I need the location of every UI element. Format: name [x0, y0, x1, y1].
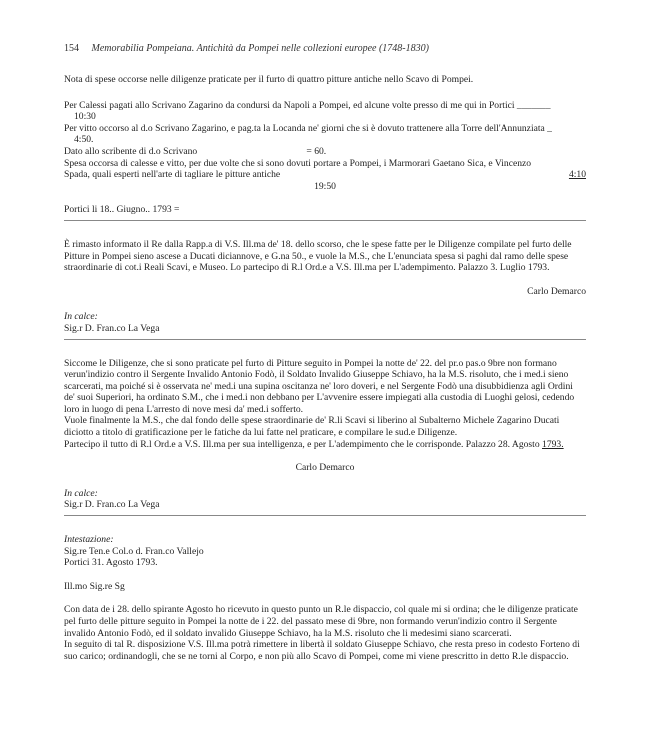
addressee: Sig.r D. Fran.co La Vega [64, 499, 160, 511]
expense-line-4 [64, 158, 586, 181]
expense-amount-3: = 60. [306, 145, 327, 157]
expense-line-2: Per vitto occorso al d.o Scrivano Zagarino, e pag.ta la Locanda ne' giorni che si è dovuto trattenere alla Torre dell'Annunziata _ [64, 122, 552, 134]
expense-total: 19:50 [314, 180, 336, 192]
salutation: Ill.mo Sig.re Sg [64, 580, 125, 592]
expense-amount-1: 10:30 [74, 111, 96, 123]
dispatch-paragraph-2: Vuole finalmente la M.S., che dal fondo delle spese straordinarie de' R.li Scavi si liberino al Subalterno Michele Zagarino Ducati diciotto a titolo di gratificazione per le fatiche da lui fatte nel praticare, e compilare le sud.e Diligenze. [64, 415, 560, 439]
expense-amount-4: 4:10 [568, 169, 586, 181]
dispatch-paragraph-1: Siccome le Diligenze, che si sono praticate pel furto di Pitture seguito in Pompei la notte de' 22. del pr.o pas.o 9bre non formano verun'indizio contro il Sergente Invalido Antonio Fodò, il Soldato Invalido Giuseppe Schiavo, ha la M.S. risoluto, che i med.i sieno scarcerati, ma poiché si è osservata ne' med.i una supina oscitanza ne' loro doveri, e nel Sergente Fodò una disubbidienza agli Ordini de' suoi Superiori, ha ordinato S.M., che i med.i non debbano per L'avvenire essere impiegati alla custodia di Luoghi gelosi, cedendo loro in luogo di pena L'arresto di nove mesi da' med.i sofferto. [64, 357, 575, 415]
dispatch-paragraph-3 [64, 439, 586, 451]
expense-line-1: Per Calessi pagati allo Scrivano Zagarino da condursi da Napoli a Pompei, ed alcune volte presso di me qui in Portici _______ [64, 99, 551, 111]
expense-line-3-text: Dato allo scribente di d.o Scrivano [64, 145, 198, 157]
running-header [64, 43, 584, 55]
reply-paragraph-2: In seguito di tal R. disposizione V.S. Ill.ma potrà rimettere in libertà il soldato Giuseppe Schiavo, che resta preso in codesto Forteno di suo carico; ordinandogli, che se ne torni al Corpo, e non più allo Scavo di Pompei, come mi viene prescritto in detto R.le dispaccio. [64, 639, 580, 662]
recipient-line: Sig.re Ten.e Col.o d. Fran.co Vallejo [64, 545, 204, 557]
page-content [64, 74, 586, 662]
expense-line-3 [64, 146, 586, 158]
expense-note-title: Nota di spese occorse nelle diligenze praticate per il furto di quattro pitture antiche nello Scavo di Pompei. [64, 74, 474, 85]
in-calce-label: In calce: [64, 311, 98, 323]
dispatch-paragraph-3-text: Partecipo il tutto di R.l Ord.e a V.S. Ill.ma per sua intelligenza, e per L'adempimento che le corrisponde. Palazzo 28. Agosto [64, 438, 543, 450]
signature: Carlo Demarco [295, 462, 355, 474]
expense-line-4-text: Spesa occorsa di calesse e vitto, per due volte che si sono dovuti portare a Pompei, i Marmorari Gaetano Sica, e Vincenzo Spada, quali esperti nell'arte di tagliare le pitture antiche [64, 157, 532, 181]
reply-paragraph-1: Con data de i 28. dello spirante Agosto ho ricevuto in questo punto un R.le dispaccio, col quale mi si ordina; che le diligenze praticate pel furto delle pitture seguito in Pompei la notte de i 22. del passato mese di 9bre, non formando verun'indizio contro il Sergente invalido Antonio Fodò, ed il soldato invalido Giuseppe Schiavo, ha la M.S. risoluto che li medesimi siano scarcerati. [64, 604, 578, 639]
running-title: Memorabilia Pompeiana. Antichità da Pompei nelle collezioni europee (1748-1830) [91, 43, 429, 54]
section-divider [64, 220, 586, 221]
dispatch-year: 1793. [542, 438, 564, 450]
expense-amount-2: 4:50. [74, 134, 94, 146]
signature: Carlo Demarco [527, 285, 586, 297]
royal-letter-body: È rimasto informato il Re dalla Rapp.a di V.S. Ill.ma de' 18. dello scorso, che le spese fatte per le Diligenze compilate pel furto delle Pitture in Pompei sieno ascese a Ducati diciannove, e G.na 50., e vuole la M.S., che L'enunciata spesa si paghi dal ramo delle spese straordinarie di cot.i Reali Scavi, e Museo. Lo partecipo di R.l Ord.e a V.S. Ill.ma per L'adempimento. Palazzo 3. Luglio 1793. [64, 238, 572, 274]
addressee: Sig.r D. Fran.co La Vega [64, 322, 160, 334]
intestazione-label: Intestazione: [64, 534, 114, 546]
section-divider [64, 515, 586, 516]
in-calce-label: In calce: [64, 487, 98, 499]
section-divider [64, 339, 586, 340]
expense-dateline: Portici li 18.. Giugno.. 1793 = [64, 204, 180, 216]
place-date-line: Portici 31. Agosto 1793. [64, 557, 158, 569]
page-number: 154 [64, 43, 79, 54]
